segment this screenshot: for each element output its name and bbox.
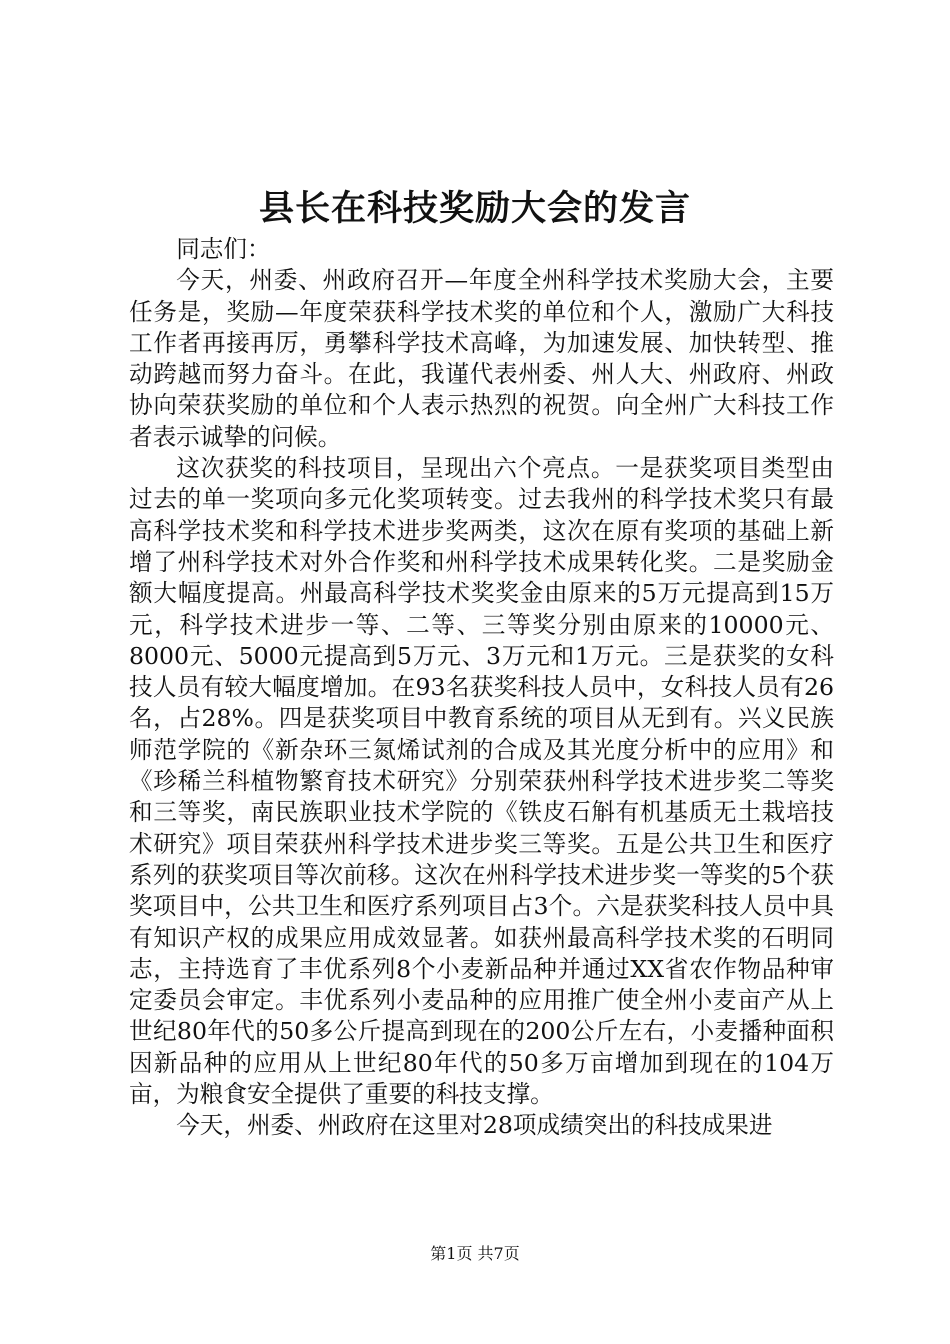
paragraph-2: 这次获奖的科技项目，呈现出六个亮点。一是获奖项目类型由过去的单一奖项向多元化奖项转变。过去我州的科学技术奖只有最高科学技术奖和科学技术进步奖两类，这次在原有奖项的基础上新增了州科学技术对外合作奖和州科学技术成果转化奖。二是奖励金额大幅度提高。州最高科学技术奖奖金由原来的5万元提高到15万元，科学技术进步一等、二等、三等奖分别由原来的10000元、8000元、5000元提高到5万元、3万元和1万元。三是获奖的女科技人员有较大幅度增加。在93名获奖科技人员中，女科技人员有26名，占28%。四是获奖项目中教育系统的项目从无到有。兴义民族师范学院的《新杂环三氮烯试剂的合成及其光度分析中的应用》和《珍稀兰科植物繁育技术研究》分别荣获州科学技术进步奖二等奖和三等奖，南民族职业技术学院的《铁皮石斛有机基质无土栽培技术研究》项目荣获州科学技术进步奖三等奖。五是公共卫生和医疗系列的获奖项目等次前移。这次在州科学技术进步奖一等奖的5个获奖项目中，公共卫生和医疗系列项目占3个。六是获奖科技人员中具有知识产权的成果应用成效显著。如获州最高科学技术奖的石明同志，主持选育了丰优系列8个小麦新品种并通过XX省农作物品种审定委员会审定。丰优系列小麦品种的应用推广使全州小麦亩产从上世纪80年代的50多公斤提高到现在的200公斤左右，小麦播种面积因新品种的应用从上世纪80年代的50多万亩增加到现在的104万亩，为粮食安全提供了重要的科技支撑。 [129,454,834,1109]
document-body [129,234,834,1142]
page-footer: 第1页 共7页 [430,1244,520,1263]
paragraph-1: 今天，州委、州政府召开—年度全州科学技术奖励大会，主要任务是，奖励—年度荣获科学技术奖的单位和个人，激励广大科技工作者再接再厉，勇攀科学技术高峰，为加速发展、加快转型、推动跨越而努力奋斗。在此，我谨代表州委、州人大、州政府、州政协向荣获奖励的单位和个人表示热烈的祝贺。向全州广大科技工作者表示诚挚的问候。 [129,266,834,451]
paragraph-3: 今天，州委、州政府在这里对28项成绩突出的科技成果进 [176,1111,773,1140]
document-title: 县长在科技奖励大会的发言 [258,189,691,229]
salutation: 同志们： [176,235,271,263]
